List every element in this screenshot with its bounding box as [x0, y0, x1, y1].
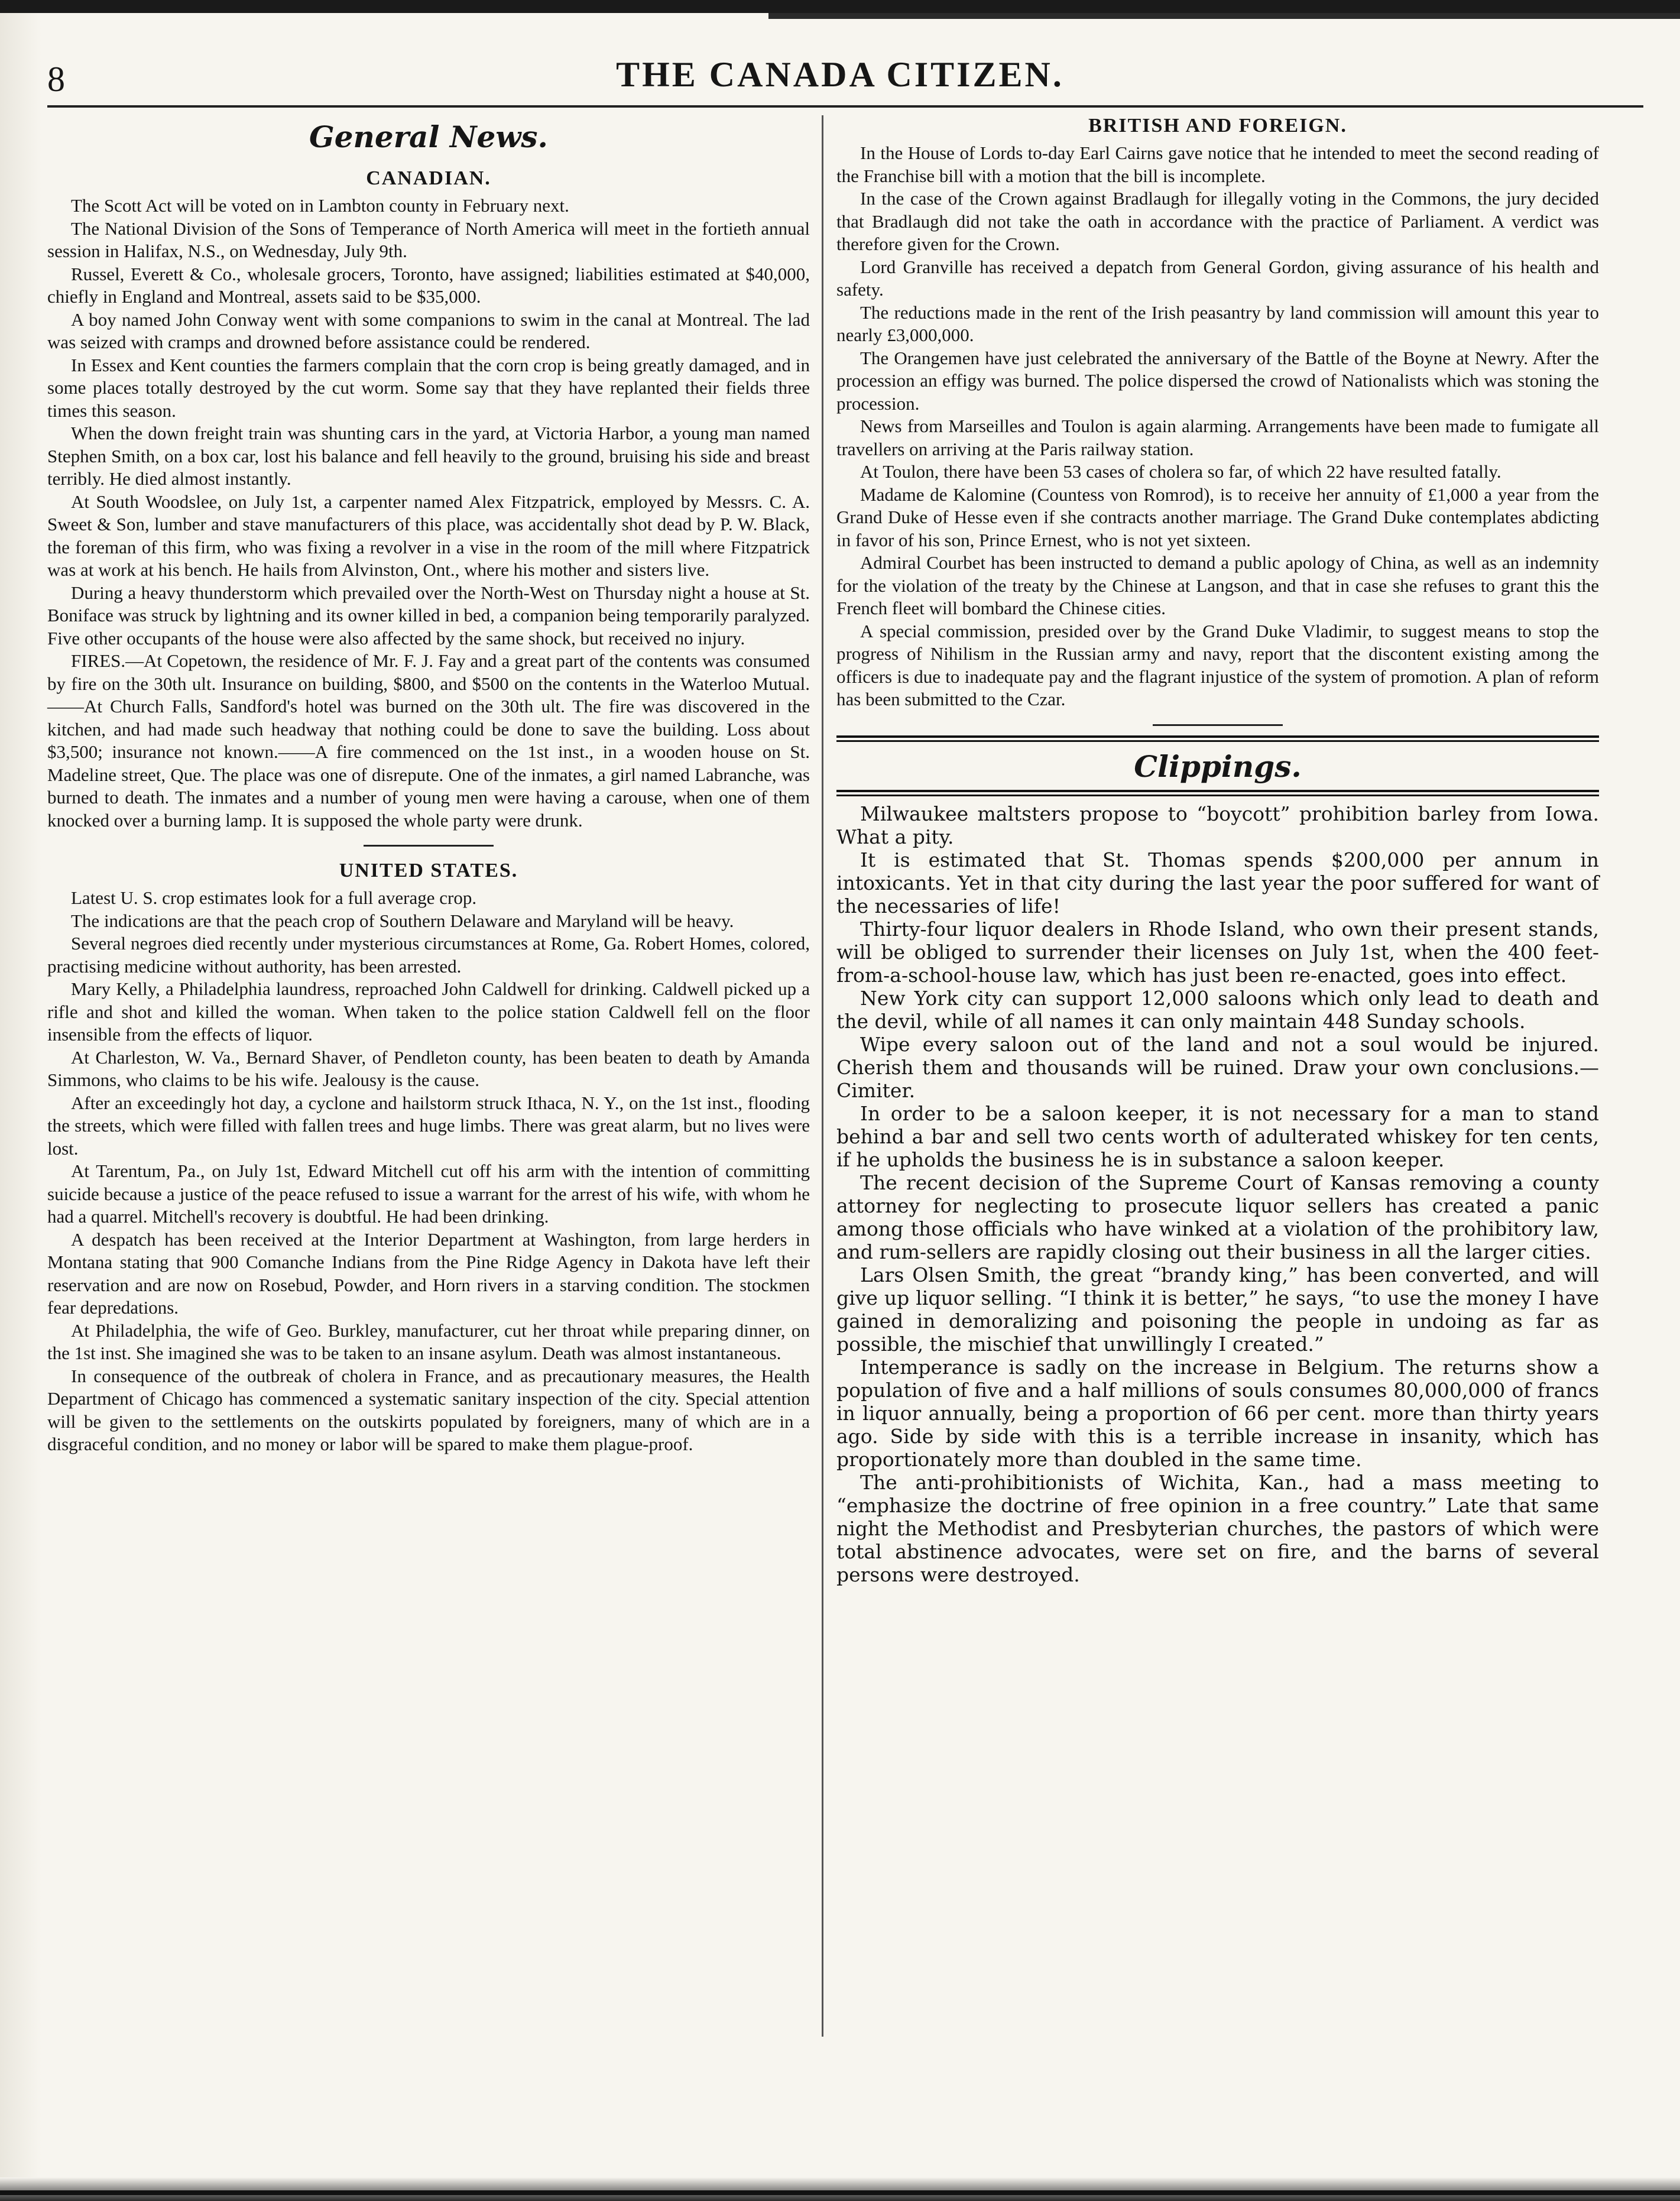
news-paragraph: The recent decision of the Supreme Court of Kansas removing a county attorney for neglecting to prosecute liquor sellers has created a panic among those officials who have winked at a violation of the prohibitory law, and rum-sellers are rapidly closing out their business in all the larger cities. — [836, 1171, 1599, 1263]
right-column — [836, 112, 1599, 1586]
news-paragraph: In consequence of the outbreak of cholera in France, and as precautionary measures, the Health Department of Chicago has commenced a systematic sanitary inspection of the city. Special attention will be given to the settlements on the outskirts populated by foreigners, many of which are in a disgraceful condition, and no money or labor will be spared to make them plague-proof. — [47, 1365, 810, 1454]
news-paragraph: A despatch has been received at the Interior Department at Washington, from large herders in Montana stating that 900 Comanche Indians from the Pine Ridge Agency in Dakota have left their reservation and are now on Rosebud, Powder, and Horn rivers in a starving condition. The stockmen fear depredations. — [47, 1228, 810, 1318]
canadian-stories — [47, 195, 810, 832]
news-paragraph: At Philadelphia, the wife of Geo. Burkley, manufacturer, cut her throat while preparing dinner, on the 1st inst. She imagined she was to be taken to an insane asylum. Death was almost instantaneous. — [47, 1320, 810, 1363]
column-divider — [822, 115, 823, 2037]
news-paragraph: The National Division of the Sons of Temperance of North America will meet in the fortieth annual session in Halifax, N.S., on Wednesday, July 9th. — [47, 218, 810, 261]
news-paragraph: A special commission, presided over by the Grand Duke Vladimir, to suggest means to stop the progress of Nihilism in the Russian army and navy, report that the discontent existing among the officers is due to inadequate pay and the flagrant injustice of the system of promotion. A plan of reform has been submitted to the Czar. — [836, 620, 1599, 709]
news-paragraph: The reductions made in the rent of the Irish peasantry by land commission will amount this year to nearly £3,000,000. — [836, 302, 1599, 345]
news-paragraph: When the down freight train was shunting cars in the yard, at Victoria Harbor, a young man named Stephen Smith, on a box car, lost his balance and fell heavily to the ground, bruising his side and breast terribly. He died almost instantly. — [47, 423, 810, 489]
masthead: THE CANADA CITIZEN. — [616, 55, 1064, 94]
news-paragraph: During a heavy thunderstorm which prevailed over the North-West on Thursday night a house at St. Boniface was struck by lightning and its owner killed in bed, a companion being temporarily paralyzed. Five other occupants of the house were also affected by the same shock, but received no injury. — [47, 582, 810, 649]
scan-edge-shadow — [0, 0, 41, 2201]
left-column — [47, 112, 810, 1456]
news-paragraph: In the case of the Crown against Bradlaugh for illegally voting in the Commons, the jury decided that Bradlaugh did not take the oath in accordance with the practice of Parliament. A verdict was therefore given for the Crown. — [836, 188, 1599, 254]
news-paragraph: After an exceedingly hot day, a cyclone and hailstorm struck Ithaca, N. Y., on the 1st inst., flooding the streets, which were filled with fallen trees and huge limbs. There was great alarm, but no lives were lost. — [47, 1092, 810, 1159]
scan-bottom-band — [0, 2177, 1680, 2201]
news-paragraph: In the House of Lords to-day Earl Cairns gave notice that he intended to meet the second reading of the Franchise bill with a motion that the bill is incomplete. — [836, 142, 1599, 186]
clippings-stories — [836, 802, 1599, 1586]
news-paragraph: At Charleston, W. Va., Bernard Shaver, of Pendleton county, has been beaten to death by Amanda Simmons, who claims to be his wife. Jealousy is the cause. — [47, 1046, 810, 1090]
scan-bottom-rule — [0, 2190, 1680, 2195]
news-paragraph: Latest U. S. crop estimates look for a full average crop. — [71, 887, 477, 908]
canadian-heading: CANADIAN. — [366, 167, 491, 189]
news-paragraph: It is estimated that St. Thomas spends $200,000 per annum in intoxicants. Yet in that city during the last year the poor suffered for want of the necessaries of life! — [836, 848, 1599, 918]
news-paragraph: At South Woodslee, on July 1st, a carpenter named Alex Fitzpatrick, employed by Messrs. C. A. Sweet & Son, lumber and stave manufacturers of this place, was accidentally shot dead by P. W. Black, the foreman of this firm, who was fixing a revolver in a vise in the room of the mill where Fitzpatrick was at work at his bench. He hails from Alvinston, Ont., where his mother and sisters live. — [47, 491, 810, 580]
news-paragraph: At Toulon, there have been 53 cases of cholera so far, of which 22 have resulted fatally. — [860, 461, 1501, 482]
clippings-double-rule — [836, 735, 1599, 742]
news-paragraph: Madame de Kalomine (Countess von Romrod), is to receive her annuity of £1,000 a year from the Grand Duke of Hesse even if she contracts another marriage. The Grand Duke contemplates abdicting in favor of his son, Prince Ernest, who is not yet sixteen. — [836, 484, 1599, 550]
news-paragraph: Lars Olsen Smith, the great “brandy king,” has been converted, and will give up liquor selling. “I think it is better,” he says, “to use the money I have gained in demoralizing and poisoning the people in undoing as far as possible, the mischief that unwillingly I created.” — [836, 1263, 1599, 1356]
news-paragraph: Several negroes died recently under mysterious circumstances at Rome, Ga. Robert Homes, colored, practising medicine without authority, has been arrested. — [47, 933, 810, 977]
british-foreign-stories — [836, 142, 1599, 711]
section-rule — [1153, 724, 1283, 726]
news-paragraph: The Scott Act will be voted on in Lambton county in February next. — [71, 195, 569, 216]
news-paragraph: Russel, Everett & Co., wholesale grocers, Toronto, have assigned; liabilities estimated at $40,000, chiefly in England and Montreal, assets said to be $35,000. — [47, 263, 810, 307]
news-paragraph: Lord Granville has received a depatch from General Gordon, giving assurance of his health and safety. — [836, 256, 1599, 300]
scan-top-band — [0, 0, 1680, 13]
news-paragraph: At Tarentum, Pa., on July 1st, Edward Mitchell cut off his arm with the intention of committing suicide because a justice of the peace refused to issue a warrant for the arrest of his wife, with whom he had a quarrel. Mitchell's recovery is doubtful. He had been drinking. — [47, 1161, 810, 1227]
news-paragraph: The Orangemen have just celebrated the anniversary of the Battle of the Boyne at Newry. After the procession an effigy was burned. The police dispersed the crowd of Nationalists which was stoning the procession. — [836, 347, 1599, 414]
clippings-double-rule — [836, 790, 1599, 796]
news-paragraph: The anti-prohibitionists of Wichita, Kan., had a mass meeting to “emphasize the doctrine of free opinion in a free country.” Late that same night the Methodist and Presbyterian churches, the pastors of which were total abstinence advocates, were set on fire, and the barns of several persons were destroyed. — [836, 1470, 1599, 1586]
news-paragraph: A boy named John Conway went with some companions to swim in the canal at Montreal. The lad was seized with cramps and drowned before assistance could be rendered. — [47, 309, 810, 352]
clippings-title: Clippings. — [1134, 748, 1302, 784]
news-paragraph: Wipe every saloon out of the land and not a soul would be injured. Cherish them and thousands will be ruined. Draw your own conclusions.—Cimiter. — [836, 1032, 1599, 1102]
news-paragraph: Admiral Courbet has been instructed to demand a public apology of China, as well as an indemnity for the violation of the treaty by the Chinese at Langson, and that in case she refuses to grant this the French fleet will bombard the Chinese cities. — [836, 552, 1599, 618]
news-paragraph: In order to be a saloon keeper, it is not necessary for a man to stand behind a bar and sell two cents worth of adulterated whiskey for ten cents, if he upholds the business he is in substance a saloon keeper. — [836, 1101, 1599, 1171]
news-paragraph: The indications are that the peach crop of Southern Delaware and Maryland will be heavy. — [71, 910, 734, 931]
news-paragraph: Mary Kelly, a Philadelphia laundress, reproached John Caldwell for drinking. Caldwell picked up a rifle and shot and killed the woman. When taken to the police station Caldwell fell on the floor insensible from the effects of liquor. — [47, 978, 810, 1045]
british-foreign-heading: BRITISH AND FOREIGN. — [1088, 115, 1347, 137]
united-states-stories — [47, 887, 810, 1456]
news-paragraph: Intemperance is sadly on the increase in Belgium. The returns show a population of five and a half millions of souls consumes 80,000,000 of francs in liquor annually, being a proportion of 66 per cent. more than thirty years ago. Side by side with this is a terrible increase in insanity, which has proportionately more than doubled in the same time. — [836, 1355, 1599, 1471]
general-news-title: General News. — [309, 119, 548, 154]
scan-top-band-secondary — [768, 13, 1680, 19]
news-paragraph: News from Marseilles and Toulon is again alarming. Arrangements have been made to fumigate all travellers on arriving at the Paris railway station. — [836, 416, 1599, 459]
news-paragraph: Milwaukee maltsters propose to “boycott” prohibition barley from Iowa. What a pity. — [836, 802, 1599, 848]
news-paragraph: In Essex and Kent counties the farmers complain that the corn crop is being greatly damaged, and in some places totally destroyed by the cut worm. Some say that they have replanted their fields three times this season. — [47, 354, 810, 421]
news-paragraph: Thirty-four liquor dealers in Rhode Island, who own their present stands, will be obliged to surrender their licenses on July 1st, when the 400 feet-from-a-school-house law, which has just been re-enacted, goes into effect. — [836, 917, 1599, 987]
header-rule — [47, 105, 1643, 108]
news-paragraph: FIRES.—At Copetown, the residence of Mr. F. J. Fay and a great part of the contents was consumed by fire on the 30th ult. Insurance on building, $800, and $500 on the contents in the Waterloo Mutual.——At Church Falls, Sandford's hotel was burned on the 30th ult. The fire was discovered in the kitchen, and had made such headway that nothing could be done to save the building. Loss about $3,500; insurance not known.——A fire commenced on the 1st inst., in a wooden house on St. Madeline street, Que. The place was one of disrepute. One of the inmates, a girl named Labranche, was burned to death. The inmates and a number of young men were having a carouse, when one of them knocked over a burning lamp. It is supposed the whole party were drunk. — [47, 650, 810, 831]
united-states-heading: UNITED STATES. — [339, 860, 518, 881]
page-number: 8 — [47, 60, 65, 99]
news-paragraph: New York city can support 12,000 saloons which only lead to death and the devil, while of all names it can only maintain 448 Sunday schools. — [836, 986, 1599, 1033]
section-rule — [364, 845, 494, 847]
